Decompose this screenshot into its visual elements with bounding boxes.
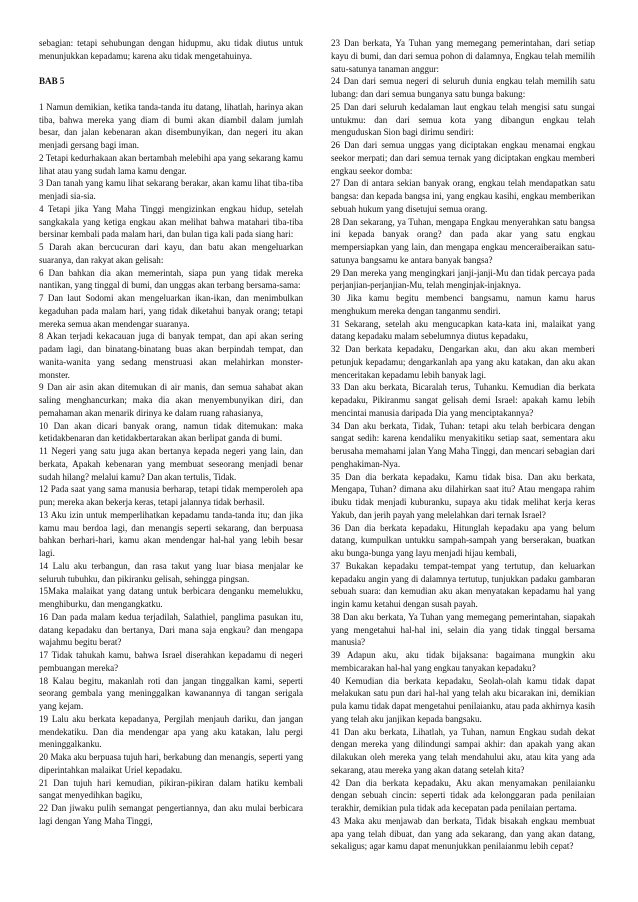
verse-paragraph: 3 Dan tanah yang kamu lihat sekarang berakar, akan kamu lihat tiba-tiba menjadi sia-sia. [39, 178, 303, 201]
verse-paragraph: 5 Darah akan bercucuran dari kayu, dan batu akan mengeluarkan suaranya, dan rakyat akan gelisah: [39, 242, 303, 265]
verse-paragraph: 16 Dan pada malam kedua terjadilah, Salathiel, panglima pasukan itu, datang kepadaku dan bertanya, Dari mana saja engkau? dan mengapa wajahmu begitu berat? [39, 611, 303, 648]
verse-paragraph: 15Maka malaikat yang datang untuk berbicara denganku memelukku, menghiburku, dan mengangkatku. [39, 586, 303, 609]
verse-paragraph: 17 Tidak tahukah kamu, bahwa Israel diserahkan kepadamu di negeri pembuangan mereka? [39, 650, 303, 673]
intro-paragraph: sebagian: tetapi sehubungan dengan hidupmu, aku tidak diutus untuk menunjukkan kepadamu; karena aku tidak mengetahuinya. [39, 38, 303, 61]
verse-paragraph: 39 Adapun aku, aku tidak bijaksana: bagaimana mungkin aku membicarakan hal-hal yang engkau tanyakan kepadaku? [331, 650, 595, 673]
verse-paragraph: 4 Tetapi jika Yang Maha Tinggi mengizinkan engkau hidup, setelah sangkakala yang ketiga engkau akan melihat bahwa matahari tiba-tiba bersinar kembali pada malam hari, dan bulan tiga kali pada siang hari: [39, 203, 303, 240]
verse-paragraph: 24 Dan dari semua negeri di seluruh dunia engkau telah memilih satu lubang: dan dari semua bunganya satu bunga bakung: [331, 76, 595, 99]
verse-paragraph: 27 Dan di antara sekian banyak orang, engkau telah mendapatkan satu bangsa: dan kepada bangsa ini, yang engkau kasihi, engkau memberikan sebuah hukum yang disetujui semua orang. [331, 178, 595, 214]
verse-paragraph: 13 Aku izin untuk memperlihatkan kepadamu tanda-tanda itu; dan jika kamu mau berdoa lagi, dan menangis seperti sekarang, dan berpuasa bahkan berhari-hari, kamu akan mendengar hal-hal yang lebih besar lagi. [39, 509, 303, 558]
verse-paragraph: 14 Lalu aku terbangun, dan rasa takut yang luar biasa menjalar ke seluruh tubuhku, dan pikiranku gelisah, sehingga pingsan. [39, 560, 303, 584]
verse-paragraph: 25 Dan dari seluruh kedalaman laut engkau telah mengisi satu sungai untukmu: dan dari semua kota yang dibangun engkau telah menguduskan Sion bagi dirimu sendiri: [331, 101, 595, 138]
verse-paragraph: 18 Kalau begitu, makanlah roti dan jangan tinggalkan kami, seperti seorang gembala yang meninggalkan kawanannya di tangan serigala yang kejam. [39, 675, 303, 711]
verse-paragraph: 8 Akan terjadi kekacauan juga di banyak tempat, dan api akan sering padam lagi, dan binatang-binatang buas akan berpindah tempat, dan wanita-wanita yang sedang menstruasi akan melahirkan monster-monster. [39, 331, 303, 380]
verse-paragraph: 26 Dan dari semua unggas yang diciptakan engkau menamai engkau seekor merpati; dan dari semua ternak yang diciptakan engkau memberi engkau seekor domba: [331, 140, 595, 176]
verse-paragraph: 43 Maka aku menjawab dan berkata, Tidak bisakah engkau membuat apa yang telah dibuat, dan yang ada sekarang, dan yang akan datang, sekaligus; agar kamu dapat menunjukkan penilaianmu lebih cepat? [331, 815, 595, 852]
verse-paragraph: 38 Dan aku berkata, Ya Tuhan yang memegang pemerintahan, siapakah yang mengetahui hal-hal ini, selain dia yang tidak tinggal bersama manusia? [331, 611, 595, 648]
verse-paragraph: 28 Dan sekarang, ya Tuhan, mengapa Engkau menyerahkan satu bangsa ini kepada banyak orang? dan pada akar yang satu engkau mempersiapkan yang lain, dan mengapa engkau menceraiberaikan satu-satunya bangsamu ke antara banyak bangsa? [331, 216, 595, 265]
verse-paragraph: 37 Bukakan kepadaku tempat-tempat yang tertutup, dan keluarkan kepadaku angin yang di dalamnya tertutup, tunjukkan padaku gambaran sebuah suara: dan kemudian aku akan menyatakan kepadamu hal yang ingin kamu ketahui dengan susah payah. [331, 560, 595, 609]
verse-paragraph: 29 Dan mereka yang mengingkari janji-janji-Mu dan tidak percaya pada perjanjian-perjanjian-Mu, telah menginjak-injaknya. [331, 267, 595, 291]
verse-paragraph: 34 Dan aku berkata, Tidak, Tuhan: tetapi aku telah berbicara dengan sangat sedih: karena kendaliku menyakitiku setiap saat, sementara aku berusaha memahami jalan Yang Maha Tinggi, dan mencari sebagian dari penghakiman-Nya. [331, 420, 595, 469]
verse-paragraph: 1 Namun demikian, ketika tanda-tanda itu datang, lihatlah, harinya akan tiba, bahwa mereka yang diam di bumi akan diambil dalam jumlah besar, dan jalan kebenaran akan disembunyikan, dan negeri itu akan menjadi gersang bagi iman. [39, 101, 303, 150]
right-column [331, 37, 595, 853]
verse-paragraph: 22 Dan jiwaku pulih semangat pengertiannya, dan aku mulai berbicara lagi dengan Yang Maha Tinggi, [39, 803, 303, 826]
verse-paragraph: 6 Dan bahkan dia akan memerintah, siapa pun yang tidak mereka nantikan, yang tinggal di bumi, dan unggas akan terbang bersama-sama: [39, 267, 303, 291]
verse-paragraph: 33 Dan aku berkata, Bicaralah terus, Tuhanku. Kemudian dia berkata kepadaku, Pikiranmu sangat gelisah demi Israel: apakah kamu lebih mencintai manusia daripada Dia yang menciptakannya? [331, 382, 595, 418]
verse-paragraph: 9 Dan air asin akan ditemukan di air manis, dan semua sahabat akan saling menghancurkan; maka dia akan menyembunyikan diri, dan pemahaman akan menarik dirinya ke dalam ruang rahasianya, [39, 382, 303, 418]
verse-paragraph: 11 Negeri yang satu juga akan bertanya kepada negeri yang lain, dan berkata, Apakah kebenaran yang membuat seseorang menjadi benar sudah hilang? melalui kamu? Dan akan tertulis, Tidak. [39, 446, 303, 482]
verse-paragraph: 35 Dan dia berkata kepadaku, Kamu tidak bisa. Dan aku berkata, Mengapa, Tuhan? dimana aku dilahirkan saat itu? Atau mengapa rahim ibuku tidak menjadi kuburanku, supaya aku tidak melihat kerja keras Yakub, dan jerih payah yang melelahkan dari ternak Israel? [331, 471, 595, 520]
left-column [39, 37, 303, 828]
verse-paragraph: 12 Pada saat yang sama manusia berharap, tetapi tidak memperoleh apa pun; mereka akan bekerja keras, tetapi jalannya tidak berhasil. [39, 484, 303, 507]
chapter-heading: BAB 5 [39, 76, 65, 87]
verse-paragraph: 40 Kemudian dia berkata kepadaku, Seolah-olah kamu tidak dapat melakukan satu pun dari hal-hal yang telah aku bicarakan ini, demikian pula kamu tidak dapat mengetahui penilaianku, atau pada akhirnya kasih yang telah aku janjikan kepada bangsaku. [331, 675, 595, 724]
verse-paragraph: 10 Dan akan dicari banyak orang, namun tidak ditemukan: maka ketidakbenaran dan ketidakbertarakan akan berlipat ganda di bumi. [39, 420, 303, 444]
verse-paragraph: 7 Dan laut Sodomi akan mengeluarkan ikan-ikan, dan menimbulkan kegaduhan pada malam hari, yang tidak diketahui banyak orang; tetapi mereka semua akan mendengar suaranya. [39, 293, 303, 329]
verse-paragraph: 19 Lalu aku berkata kepadanya, Pergilah menjauh dariku, dan jangan mendekatiku. Dan dia mendengar apa yang aku katakan, lalu pergi meninggalkanku. [39, 713, 303, 750]
verse-paragraph: 41 Dan aku berkata, Lihatlah, ya Tuhan, namun Engkau sudah dekat dengan mereka yang dilindungi sampai akhir: dan apakah yang akan dilakukan oleh mereka yang telah mendahului aku, atau kita yang ada sekarang, atau mereka yang akan datang setelah kita? [331, 726, 595, 775]
verse-paragraph: 30 Jika kamu begitu membenci bangsamu, namun kamu harus menghukum mereka dengan tanganmu sendiri. [331, 293, 595, 316]
verse-paragraph: 31 Sekarang, setelah aku mengucapkan kata-kata ini, malaikat yang datang kepadaku malam sebelumnya diutus kepadaku, [331, 318, 595, 342]
verse-paragraph: 32 Dan berkata kepadaku, Dengarkan aku, dan aku akan memberi petunjuk kepadamu; dengarkanlah apa yang aku katakan, dan aku akan menceritakan kepadamu lebih banyak lagi. [331, 344, 595, 380]
verse-paragraph: 20 Maka aku berpuasa tujuh hari, berkabung dan menangis, seperti yang diperintahkan malaikat Uriel kepadaku. [39, 752, 303, 775]
verse-paragraph: 42 Dan dia berkata kepadaku, Aku akan menyamakan penilaianku dengan sebuah cincin: seperti tidak ada kelonggaran pada penilaian terakhir, demikian pula tidak ada kecepatan pada penilaian pertama. [331, 777, 595, 813]
verse-paragraph: 36 Dan dia berkata kepadaku, Hitunglah kepadaku apa yang belum datang, kumpulkan untukku sampah-sampah yang berserakan, buatkan aku bunga-bunga yang layu menjadi hijau kembali, [331, 522, 595, 558]
verse-paragraph: 23 Dan berkata, Ya Tuhan yang memegang pemerintahan, dari setiap kayu di bumi, dan dari semua pohon di dalamnya, Engkau telah memilih satu-satunya tanaman anggur: [331, 38, 595, 74]
verse-paragraph: 21 Dan tujuh hari kemudian, pikiran-pikiran dalam hatiku kembali sangat menyedihkan bagiku, [39, 777, 303, 801]
verse-paragraph: 2 Tetapi kedurhakaan akan bertambah melebihi apa yang sekarang kamu lihat atau yang sudah lama kamu dengar. [39, 152, 303, 176]
